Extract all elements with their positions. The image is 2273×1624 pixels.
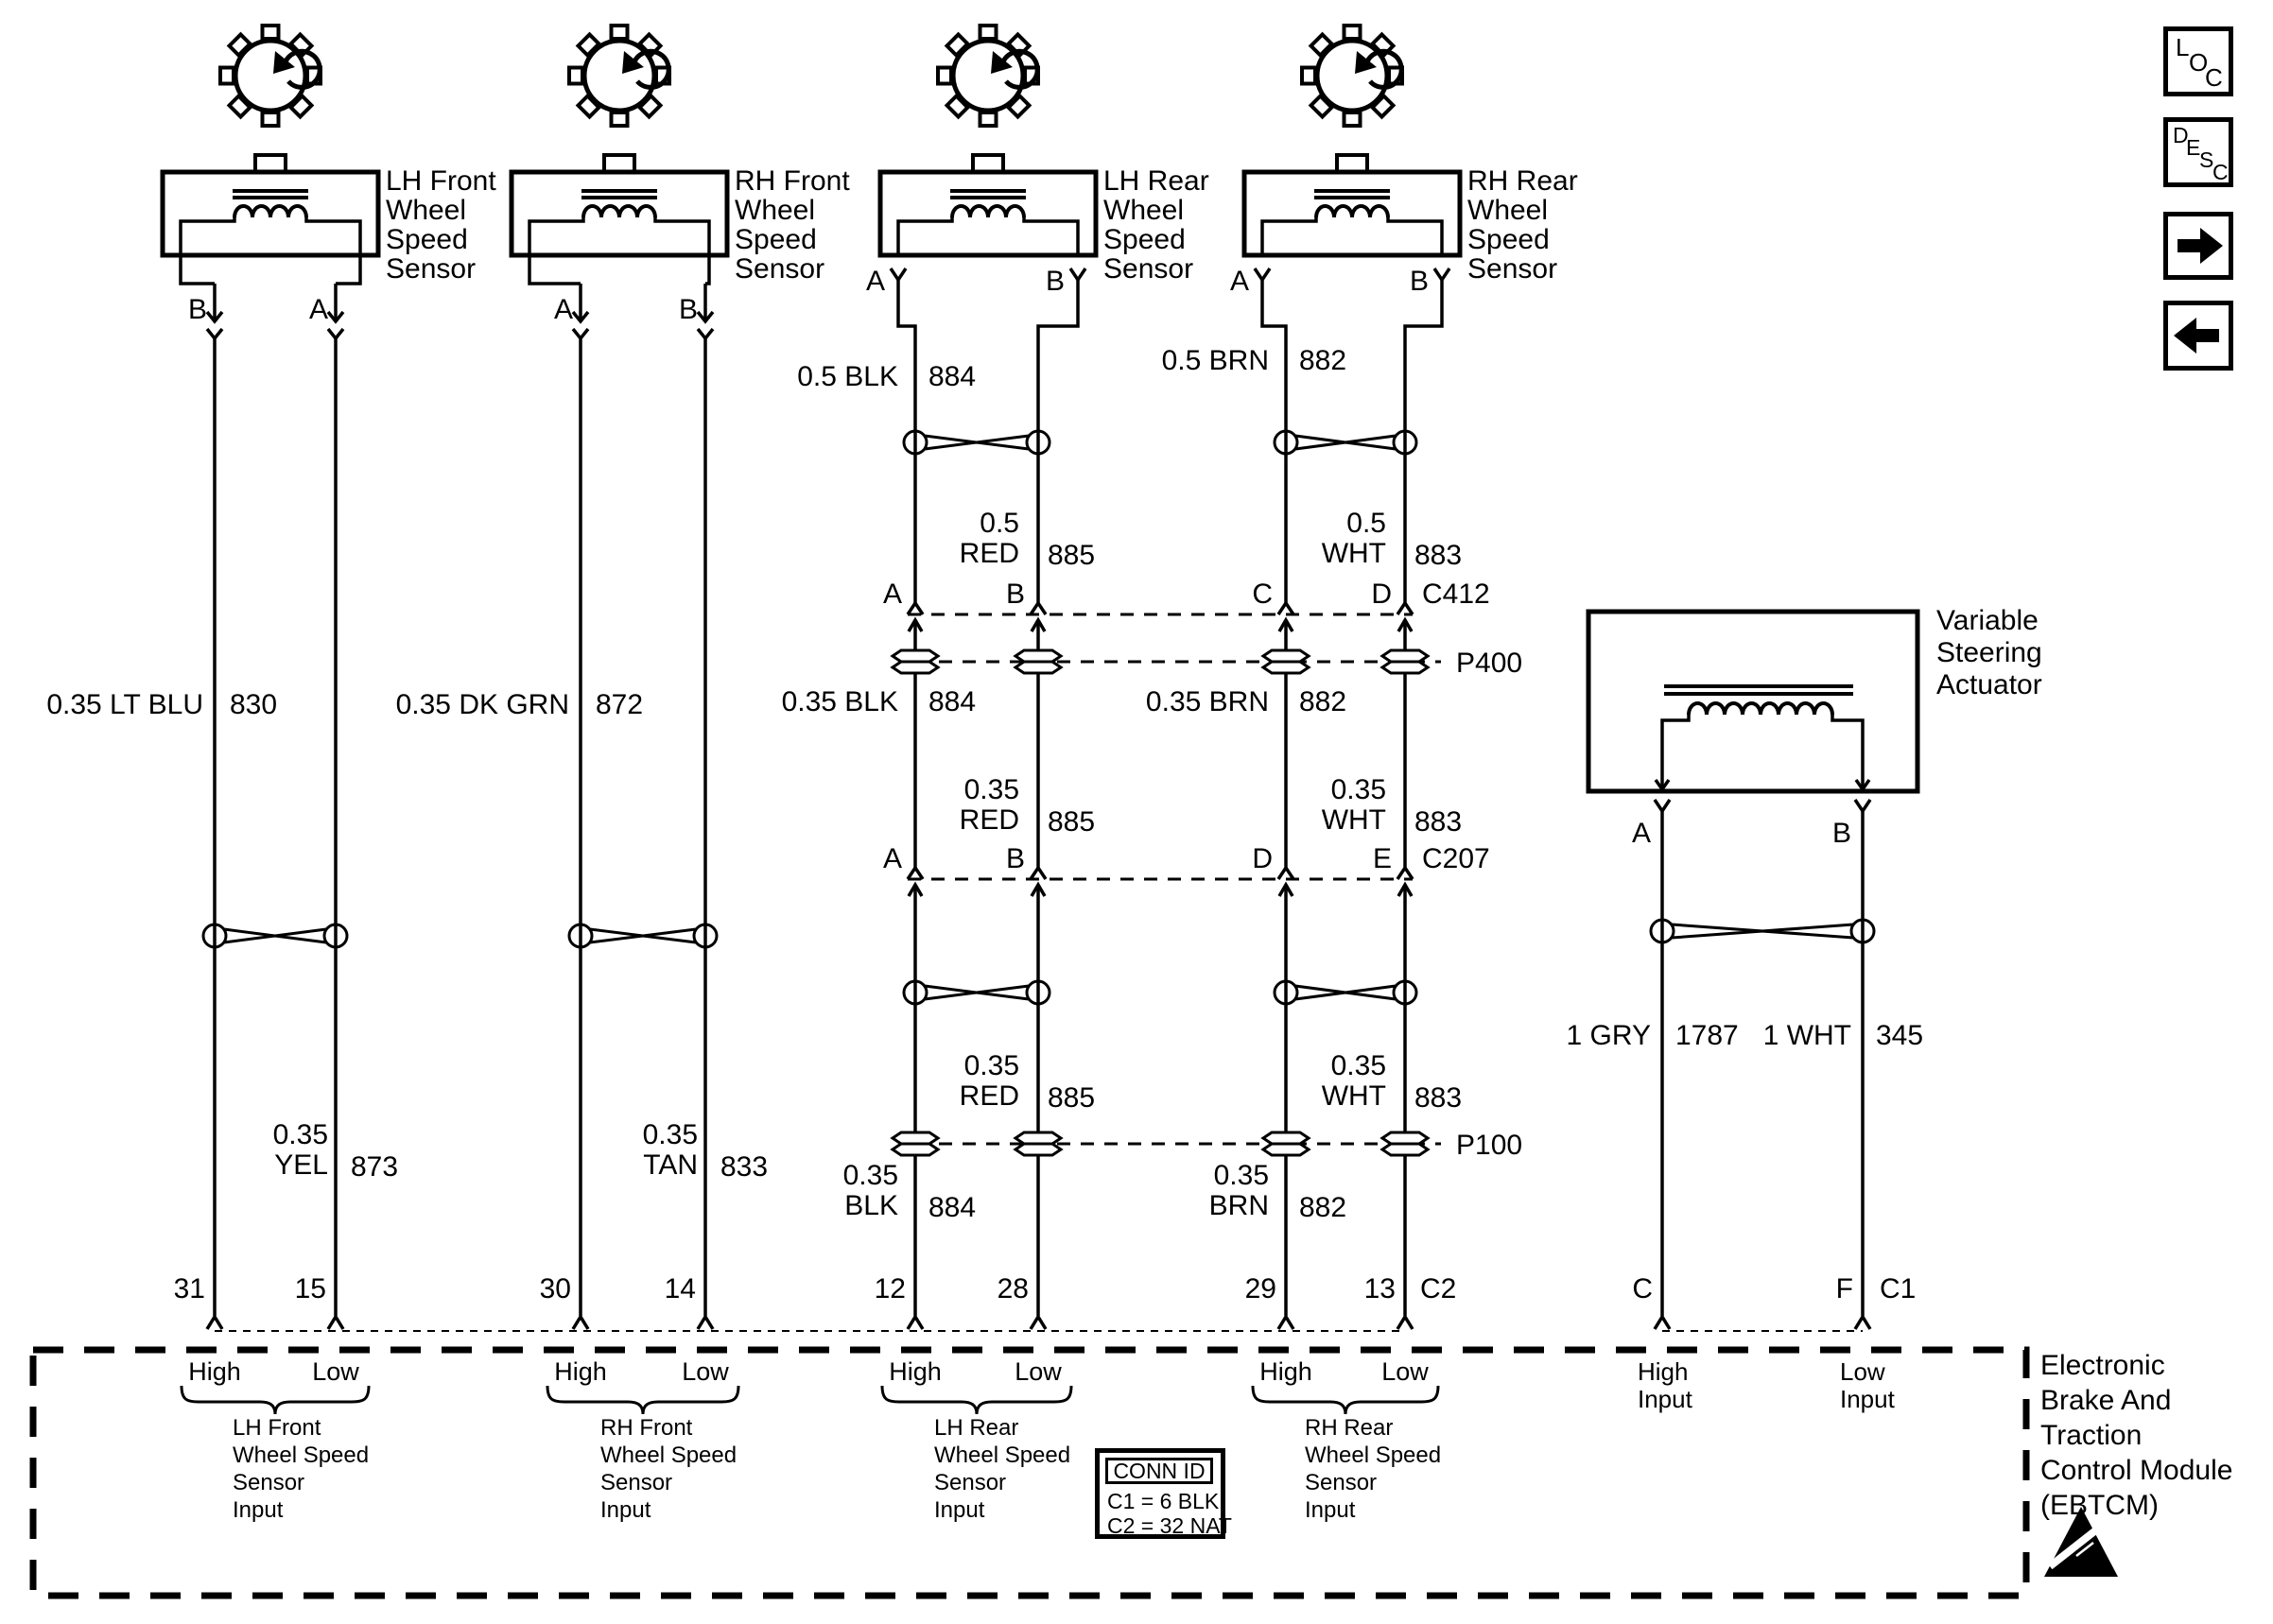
c207-pin: D: [1252, 843, 1273, 874]
twisted-pair-icon: [1275, 431, 1416, 454]
ebtcm-pin: 15: [294, 1273, 326, 1304]
front-sensor-terminals: [207, 312, 713, 338]
loc-letter: L: [2176, 33, 2190, 61]
wire-spec: 0.5 BRN: [1161, 345, 1269, 376]
wire-spec: 1 GRY: [1566, 1020, 1651, 1051]
loc-button[interactable]: [2163, 26, 2233, 96]
ebtcm-pin: 14: [664, 1273, 696, 1304]
twisted-pair-icon: [1651, 920, 1874, 942]
c207-label: C207: [1422, 843, 1490, 874]
wire-circuit: 872: [596, 689, 644, 720]
twisted-pair-icon: [203, 924, 347, 947]
c412-pin: A: [882, 579, 902, 610]
ebtcm-pin: 28: [997, 1273, 1029, 1304]
wire-spec: 0.5 BLK: [797, 361, 898, 392]
low-label: Low: [1381, 1357, 1429, 1386]
ebtcm-connector-id: C1: [1880, 1273, 1917, 1304]
conn-id-title: CONN ID: [1105, 1458, 1213, 1484]
pin-letter: B: [1045, 266, 1065, 297]
lh-rear-wheel-speed-sensor-symbol: [880, 26, 1096, 255]
wire-circuit: 884: [928, 1192, 977, 1223]
wire-spec: 0.5 WHT: [1321, 508, 1386, 569]
high-label: High: [554, 1357, 607, 1386]
p400-label: P400: [1456, 648, 1523, 679]
rh-rear-sensor-label: RH Rear Wheel Speed Sensor: [1467, 165, 1578, 285]
wire-spec: 0.35 TAN: [642, 1119, 698, 1181]
wire-spec: 0.35 WHT: [1321, 774, 1386, 836]
wire-spec: 0.5 RED: [959, 508, 1019, 569]
wire-spec: 0.35 BLK: [842, 1160, 898, 1221]
low-label: Low: [312, 1357, 359, 1386]
ebtcm-connector-id: C2: [1420, 1273, 1457, 1304]
c412-lower-terminals: [909, 620, 1412, 631]
desc-button[interactable]: [2163, 117, 2233, 187]
loc-letter: C: [2205, 63, 2223, 92]
wire-spec: 0.35 RED: [959, 774, 1019, 836]
right-arrow-icon: [2168, 216, 2229, 275]
conn-id-row: C2 = 32 NAT: [1107, 1513, 1232, 1538]
rh-front-wheel-speed-sensor-symbol: [512, 26, 727, 255]
pin-letter: B: [187, 294, 207, 325]
c412-pin: D: [1371, 579, 1392, 610]
wire-circuit: 883: [1414, 540, 1463, 571]
wire-circuit: 883: [1414, 806, 1463, 838]
pin-letter: A: [308, 294, 328, 325]
wire-circuit: 884: [928, 686, 977, 717]
pin-letter: B: [1409, 266, 1429, 297]
lh-rear-sensor-label: LH Rear Wheel Speed Sensor: [1103, 165, 1209, 285]
actuator-wires: [1662, 811, 1863, 1316]
pin-letter: A: [1229, 266, 1249, 297]
high-label: High: [889, 1357, 942, 1386]
twisted-pair-icon: [904, 431, 1050, 454]
c207-lower-terminals: [909, 885, 1412, 896]
wire-circuit: 885: [1048, 1082, 1096, 1114]
pin-letter: A: [553, 294, 573, 325]
twisted-pair-icon: [904, 981, 1050, 1004]
wire-spec: 0.35 DK GRN: [395, 689, 569, 720]
ebtcm-group-label: LH Rear Wheel Speed Sensor Input: [934, 1415, 1071, 1523]
ebtcm-pin: 13: [1363, 1273, 1396, 1304]
wire-circuit: 883: [1414, 1082, 1463, 1114]
group-braces: [182, 1386, 1438, 1414]
rh-rear-wheel-speed-sensor-symbol: [1244, 26, 1460, 255]
ebtcm-pin: 12: [874, 1273, 906, 1304]
ebtcm-pin: 31: [173, 1273, 205, 1304]
lh-front-sensor-label: LH Front Wheel Speed Sensor: [386, 165, 496, 285]
ebtcm-pin: F: [1835, 1273, 1853, 1304]
wire-spec: 0.35 YEL: [272, 1119, 328, 1181]
p100-label: P100: [1456, 1130, 1523, 1161]
ebtcm-group-label: RH Rear Wheel Speed Sensor Input: [1305, 1415, 1442, 1523]
c207-upper-terminals: [908, 868, 1413, 879]
ebtcm-pin: C: [1632, 1273, 1653, 1304]
desc-letter: E: [2186, 135, 2201, 160]
desc-letter: S: [2199, 147, 2214, 172]
forward-arrow-button[interactable]: [2163, 212, 2233, 280]
c207-pin: E: [1372, 843, 1392, 874]
lh-front-wheel-speed-sensor-symbol: [163, 26, 378, 255]
variable-steering-actuator-symbol: [1588, 612, 1917, 811]
wire-circuit: 830: [230, 689, 278, 720]
actuator-label: Variable Steering Actuator: [1936, 605, 2042, 700]
high-label: High: [188, 1357, 241, 1386]
ebtcm-pin: 29: [1244, 1273, 1276, 1304]
wire-circuit: 833: [720, 1151, 769, 1183]
wire-circuit: 882: [1299, 686, 1347, 717]
high-label: High: [1259, 1357, 1312, 1386]
high-input-label: High Input: [1638, 1357, 1692, 1413]
wire-spec: 0.35 BRN: [1145, 686, 1269, 717]
conn-id-table: [1095, 1448, 1232, 1539]
wire-spec: 1 WHT: [1762, 1020, 1851, 1051]
wire-spec: 0.35 LT BLU: [46, 689, 203, 720]
wire-spec: 0.35 BLK: [781, 686, 898, 717]
pin-letter: A: [1631, 818, 1651, 849]
wire-circuit: 1787: [1675, 1020, 1739, 1051]
wire-circuit: 885: [1048, 540, 1096, 571]
low-label: Low: [682, 1357, 729, 1386]
c412-pin: B: [1005, 579, 1025, 610]
c412-label: C412: [1422, 579, 1490, 610]
left-arrow-icon: [2168, 305, 2229, 366]
wire-spec: 0.35 RED: [959, 1050, 1019, 1112]
pin-letter: B: [678, 294, 698, 325]
wire-circuit: 884: [928, 361, 977, 392]
wire-circuit: 882: [1299, 1192, 1347, 1223]
wire-circuit: 345: [1876, 1020, 1924, 1051]
low-input-label: Low Input: [1840, 1357, 1895, 1413]
wire-circuit: 885: [1048, 806, 1096, 838]
desc-letter: C: [2212, 160, 2229, 184]
ebtcm-pin: 30: [539, 1273, 571, 1304]
loc-letter: O: [2189, 48, 2209, 77]
wire-spec: 0.35 BRN: [1208, 1160, 1269, 1221]
wire-circuit: 882: [1299, 345, 1347, 376]
pin-letter: B: [1831, 818, 1851, 849]
pin-letter: A: [865, 266, 885, 297]
c412-pin: C: [1252, 579, 1273, 610]
ebtcm-pin-terminals: [207, 1317, 1870, 1329]
c207-pin: B: [1005, 843, 1025, 874]
lh-front-legs: [181, 255, 360, 284]
conn-id-row: C1 = 6 BLK: [1107, 1489, 1220, 1513]
back-arrow-button[interactable]: [2163, 301, 2233, 371]
c207-pin: A: [882, 843, 902, 874]
ebtcm-group-label: LH Front Wheel Speed Sensor Input: [233, 1415, 370, 1523]
rh-front-sensor-label: RH Front Wheel Speed Sensor: [735, 165, 850, 285]
wire-spec: 0.35 WHT: [1321, 1050, 1386, 1112]
twisted-pair-icon: [569, 924, 717, 947]
rh-front-legs: [529, 255, 709, 284]
wire-circuit: 873: [351, 1151, 399, 1183]
low-label: Low: [1015, 1357, 1062, 1386]
c412-upper-terminals: [908, 603, 1413, 614]
ebtcm-module-label: Electronic Brake And Traction Control Module (EBTCM): [2040, 1350, 2233, 1521]
desc-letter: D: [2173, 123, 2189, 147]
ebtcm-group-label: RH Front Wheel Speed Sensor Input: [600, 1415, 737, 1523]
twisted-pair-icon: [1275, 981, 1416, 1004]
